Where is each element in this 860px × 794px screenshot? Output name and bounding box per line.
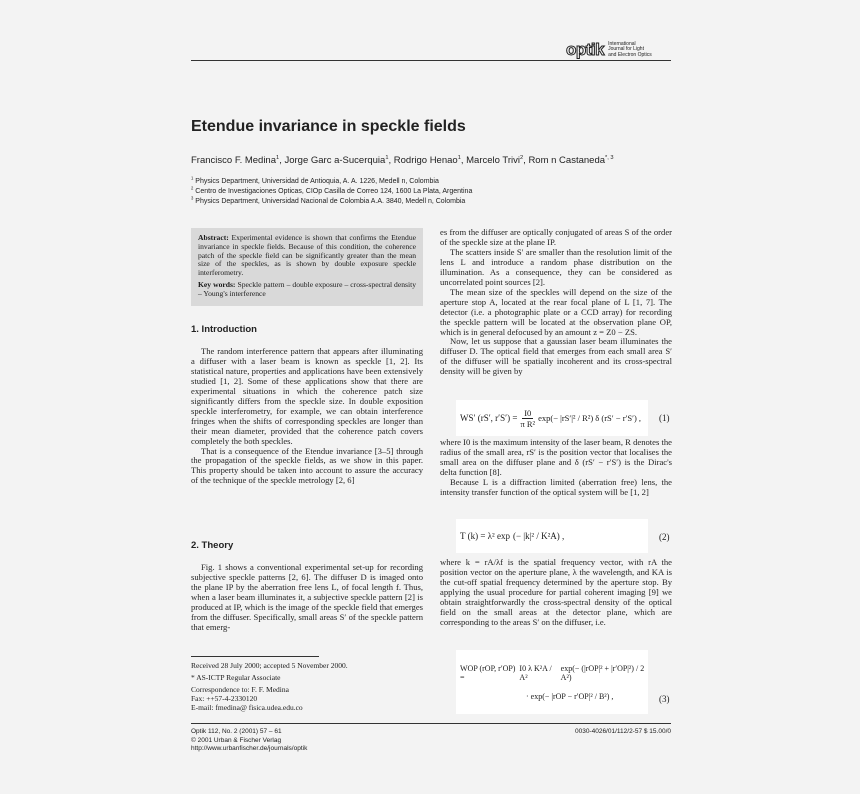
paragraph: Because L is a diffraction limited (aberration free) lens, the intensity transfer function of the optical system will be [1, 2]: [440, 476, 672, 497]
introduction-body: [191, 347, 423, 486]
fraction: $\frac{I0}{\text{π R²}}$: [520, 407, 536, 429]
abstract-label: Abstract:: [198, 233, 229, 242]
equation-number: (2): [659, 532, 670, 542]
journal-logo-text: International Journal for Light and Electron Optics: [608, 40, 652, 58]
author: Jorge Garc a-Sucerquia$^1$,: [284, 154, 394, 166]
paragraph: where k = rA/λf is the spatial frequency vector, with rA the position vector on the aperture plane, λ the wavelength, and KA is the cut-off spatial frequency determined by the aperture stop. By applying the usual procedure for partial coherent imaging [9] we obtain straightforwardly the cross-spectral density of the optical field on the small areas at the detector plane, which are corresponding to the areas S′ on the diffuser, i.e.: [440, 557, 672, 627]
keywords-text: Speckle pattern – double exposure – cross-spectral density – Young's interference: [198, 279, 416, 298]
equation-3: WOP (rOP, r′OP) = I0 λ K²A / A² exp(− (|rOP|² + |r′OP|²) / 2 A²) · exp(− |rOP − r′OP|² / B²) ,: [456, 650, 648, 714]
paragraph: The mean size of the speckles will depend on the size of the aperture stop A, located at the rear focal plane of L [1, 7]. The detector (i.e. a photographic plate or a CCD array) for recording the speckle pattern will be located at the observation plane OP, which is in general defocused by an amount z = Z0 − ZS.: [440, 286, 672, 337]
paragraph: es from the diffuser are optically conjugated of areas S of the order of the speckle size at the plane IP.: [440, 227, 672, 247]
affiliation: $^1$ Physics Department, Universidad de Antioquia, A. A. 1226, Medell n, Colombia: [191, 175, 439, 185]
section-heading-theory: 2. Theory: [191, 540, 234, 551]
author: Rom n Castaneda$^{*, 3}$: [528, 154, 614, 166]
right-column-top: [440, 228, 672, 377]
author: Francisco F. Medina$^1$,: [191, 154, 285, 166]
footnotes: Received 28 July 2000; accepted 5 November 2000. * AS-ICTP Regular Associate Correspondence to: F. F. Medina Fax: ++57-4-2330120 E-mail: fmedina@ fisica.udea.edu.co: [191, 661, 348, 712]
affiliations: [191, 177, 472, 207]
equation-1: WS′ (rS′, r′S′) = $\frac{I0}{\text{π R²}}$ exp(− |rS′|² / R²) δ (rS′ − r′S′) ,: [456, 400, 648, 436]
paragraph: Fig. 1 shows a conventional experimental set-up for recording subjective speckle patterns [2, 6]. The diffuser D is imaged onto the plane IP by the aberration free lens L, of focal length f. Thus, when a laser beam illuminates it, a subjective speckle pattern [2] is produced at IP, which is the image of the speckle field that emerges from the diffuser. Specifically, small areas S′ of the speckle pattern that emerg-: [191, 562, 423, 632]
keywords-label: Key words:: [198, 279, 236, 289]
equation-number: (3): [659, 694, 670, 704]
author: Rodrigo Henao$^1$,: [393, 154, 467, 166]
paragraph: The random interference pattern that appears after illuminating a diffuser with a laser beam is known as speckle [1, 2]. Its statistical nature, properties and applications have been extensively studied [1, 2]. Some of these applications show that there are experimental situations in which the coherence patch size significantly differs from the speckle size. In double exposition speckle interferometry, for example, we can obtain interference fringes when the shifts of corresponding speckles are longer than their mean diameter, provided that the coherence patch covers completely the both speckles.: [191, 346, 423, 446]
paragraph: That is a consequence of the Etendue invariance [3–5] through the propagation of the speckle fields, as we show in this paper. This property should be taken into account to assure the accuracy of the technique of the speckle metrology [2, 6]: [191, 445, 423, 486]
footer-rule: [191, 723, 671, 724]
paragraph: Now, let us suppose that a gaussian laser beam illuminates the diffuser D. The optical field that emerges from each small area S′ of the diffuser will be spatially incoherent and its cross-spectral density will be given by: [440, 336, 672, 377]
issn-price: 0030-4026/01/112/2-57 $ 15.00/0: [574, 728, 671, 735]
paper-title: Etendue invariance in speckle fields: [191, 118, 466, 135]
author: Marcelo Trivi$^2$,: [466, 154, 529, 166]
header-rule: [191, 60, 671, 61]
affiliation: $^3$ Physics Department, Universidad Nacional de Colombia A.A. 3840, Medell n, Colombia: [191, 195, 466, 205]
citation-info: Optik 112, No. 2 (2001) 57 – 61 © 2001 Urban & Fischer Verlag http://www.urbanfischer.de/journals/optik: [191, 728, 308, 752]
journal-logo: [566, 40, 672, 60]
section-heading-introduction: 1. Introduction: [191, 324, 257, 335]
journal-logo-mark: optik: [566, 40, 605, 59]
right-column-bottom: [440, 558, 672, 628]
author-list: [191, 155, 614, 166]
abstract-text: Experimental evidence is shown that confirms the Etendue invariance in speckle fields. Because of this condition, the coherence patch of the speckle field can be significantly greater than the mean size of the speckles, as is shown by double exposure speckle interferometry.: [198, 233, 416, 278]
affiliation: $^2$ Centro de Investigaciones Opticas, CIOp Casilla de Correo 124, 1600 La Plata, Argentina: [191, 185, 473, 195]
right-column-middle: [440, 438, 672, 498]
equation-number: (1): [659, 413, 670, 423]
footnote-rule: [191, 656, 319, 657]
equation-2: T (k) = λ² exp (− |k|² / K²A) ,: [456, 519, 648, 553]
paragraph: where I0 is the maximum intensity of the laser beam, R denotes the radius of the small area, rS′ is the position vector that localises the small area on the diffuser plane and δ (rS′ − r′S′) is the Dirac's delta function [8].: [440, 437, 672, 477]
paragraph: The scatters inside S′ are smaller than the resolution limit of the lens L and introduce a random phase distribution on the illumination. As a consequence, they can be considered as uncorrelated point sources [2].: [440, 246, 672, 287]
abstract-box: [191, 228, 423, 306]
theory-body: [191, 563, 423, 633]
